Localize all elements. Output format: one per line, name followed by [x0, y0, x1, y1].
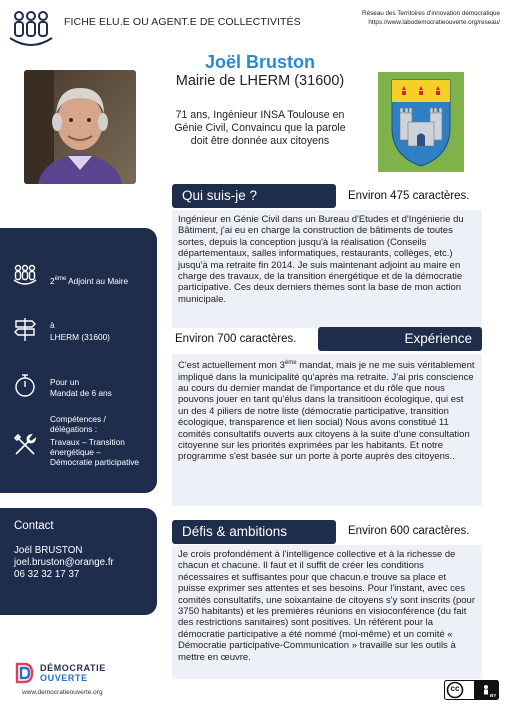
- signpost-icon: [12, 316, 38, 342]
- stopwatch-icon: [12, 372, 38, 398]
- profile-bio: 71 ans, Ingénieur INSA Toulouse en Génie Civil, Convaincu que la parole doit être donnée aux citoyens: [174, 109, 346, 147]
- logo-line1: DÉMOCRATIE: [40, 663, 106, 673]
- coat-of-arms-image: [378, 72, 464, 172]
- network-header: [362, 9, 500, 27]
- section-text-experience: C'est actuellement mon 3ème mandat, mais je ne me suis véritablement impliqué dans la municipalité qu'après ma retraite. J'ai pris conscience au cours du dernier mandat de l'importance et du rôle que nous pouvons jouer en tant qu'élus dans la transitioon écologique, qui est un des 4 piliers de notre liste (démocratie participative, transition écologique, transparence et lien social) Nous avons constitué 11 comités consultatifs ouverts aux citoyens à la suite d'une consultation citoyenne sur les priorités exprimées par les habitants. Et notre programme s'est basée sur un porte à porte auprès des citoyens..: [172, 354, 482, 506]
- section-title-defis: Défis & ambitions: [172, 520, 336, 544]
- tools-icon: [12, 432, 38, 458]
- profile-photo: [24, 70, 136, 184]
- section-note-experience: Environ 700 caractères.: [175, 333, 297, 345]
- footer-url[interactable]: www.democratieouverte.org: [22, 689, 103, 696]
- section-note-qui: Environ 475 caractères.: [348, 190, 470, 202]
- mandate-line1: Pour un: [50, 377, 80, 387]
- cc-by-license-badge: [444, 680, 499, 700]
- logo-line2: OUVERTE: [40, 673, 88, 683]
- contact-heading: Contact: [14, 520, 54, 532]
- section-text-qui: Ingénieur en Génie Civil dans un Bureau d'Etudes et d'Ingénierie du Bâtiment, j'ai eu en charge la construction de bâtiments de toutes sortes, depuis la conception jusqu'à la réalisation (Conseils départementaux, salles informatiques, restaurants, collèges, etc.) jusqu'à ma retraite fin 2014. Je suis maintenant adjoint au maire en charge des travaux, de la transition énergétique et de la démocratie participative. Ces deux derniers thèmes sont la base de mon action municipale.: [172, 210, 482, 328]
- page-header-title: FICHE ELU.E OU AGENT.E DE COLLECTIVITÉS: [64, 16, 301, 28]
- section-text-defis: Je crois profondément à l'intelligence collective et à la richesse de chacun et chacune. Il faut et il suffit de créer les conditions nécessaires et suffisantes pour que chacun.e trouve sa place et puisse exprimer ses attentes et ses besoins. Pour l'instant, avec ces comités consultatifs, une soixantaine de citoyens s'y sont inscrits (pour 3750 habitants) et les premières réunions en visioconférence (du fait des restrictions sanitaires) sont positives. Un référent pour la démocratie participative a été nommé (moi-même) et un comité « Démocratie participative-Communication » travaille sur les outils à mettre en œuvre.: [172, 545, 482, 679]
- profile-name: Joël Bruston: [204, 52, 315, 72]
- role-text: 2ème Adjoint au Maire: [50, 275, 129, 286]
- profile-mairie: Mairie de LHERM (31600): [175, 73, 345, 89]
- contact-email[interactable]: joel.bruston@orange.fr: [14, 557, 114, 568]
- democratie-ouverte-logo: [14, 662, 114, 684]
- section-title-qui: Qui suis-je ?: [172, 184, 336, 208]
- section-note-defis: Environ 600 caractères.: [348, 525, 470, 537]
- people-network-icon: [6, 8, 56, 48]
- location-text: LHERM (31600): [50, 332, 110, 342]
- network-name: Réseau des Territoires d'innovation démocratique: [362, 10, 500, 17]
- by-label: BY: [490, 693, 497, 698]
- people-icon: [12, 262, 38, 288]
- mandate-line2: Mandat de 6 ans: [50, 388, 112, 398]
- network-url[interactable]: https://www.labodemocratieouverte.org/reseau/: [368, 19, 500, 26]
- skills-label: Compétences / délégations :: [50, 414, 106, 434]
- cc-label: cc: [450, 684, 460, 693]
- location-prefix: à: [50, 320, 55, 330]
- contact-phone: 06 32 32 17 37: [14, 569, 80, 580]
- skills-value: Travaux – Transition énergétique – Démocratie participative: [50, 437, 139, 467]
- section-title-experience: Expérience: [318, 327, 482, 351]
- logo-mark-icon: [14, 662, 36, 684]
- contact-name: Joël BRUSTON: [14, 545, 83, 556]
